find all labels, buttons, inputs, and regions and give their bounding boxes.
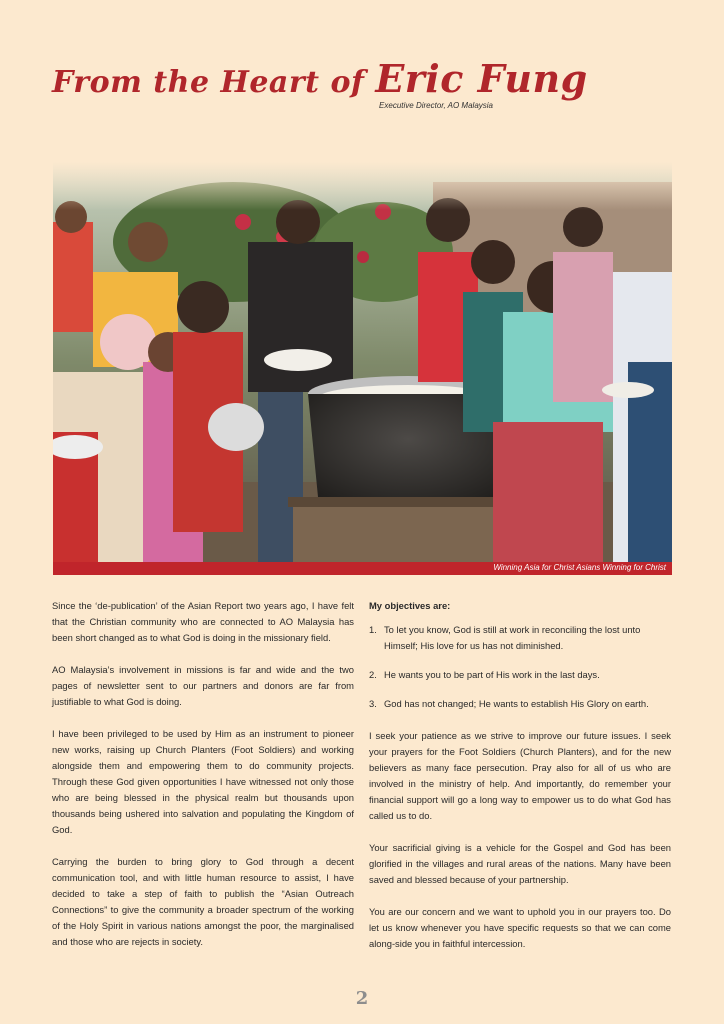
list-text: God has not changed; He wants to establish His Glory on earth. bbox=[384, 698, 649, 709]
list-item bbox=[369, 696, 671, 712]
page-title bbox=[52, 56, 588, 101]
left-column bbox=[52, 598, 354, 966]
list-item bbox=[369, 667, 671, 683]
paragraph: I have been privileged to be used by Him as an instrument to pioneer new works, raising up Church Planters (Foot Soldiers) and working alongside them and empowering them to do community projects. Through these God given opportunities I have witnessed not only those who are being blessed in the physical realm but thousands upon thousands being ushered into salvation and populating the Kingdom of God. bbox=[52, 728, 354, 835]
title-lead: From the Heart of bbox=[52, 65, 376, 100]
paragraph: Your sacrificial giving is a vehicle for the Gospel and God has been glorified in the villages and rural areas of the nations. Many have been saved and blessed because of your partnership. bbox=[369, 842, 671, 885]
paragraph: You are our concern and we want to uphold you in our prayers too. Do let us know whenever you have specific requests so that we can come along-side you in faithful intercession. bbox=[369, 906, 671, 949]
list-number: 3. bbox=[369, 698, 377, 709]
feature-photo-illustration bbox=[53, 162, 672, 562]
list-text: He wants you to be part of His work in the last days. bbox=[384, 669, 600, 680]
objectives-heading: My objectives are: bbox=[369, 600, 451, 611]
page-number: 2 bbox=[355, 988, 369, 1009]
photo-caption-bar bbox=[53, 562, 672, 575]
title-name: Eric Fung bbox=[375, 56, 588, 101]
list-item bbox=[369, 622, 671, 654]
paragraph: Carrying the burden to bring glory to God through a decent communication tool, and with little human resource to assist, I have decided to take a step of faith to publish the “Asian Outreach Connections” to give the community a broader spectrum of the working of the Holy Spirit in various nations amongst the poor, the marginalised and those who are rejects in society. bbox=[52, 856, 354, 947]
page-subtitle: Executive Director, AO Malaysia bbox=[379, 101, 493, 110]
list-text: To let you know, God is still at work in reconciling the lost unto Himself; His love for us has not diminished. bbox=[384, 624, 641, 651]
list-number: 1. bbox=[369, 624, 377, 635]
photo-caption: Winning Asia for Christ Asians Winning for Christ bbox=[493, 563, 666, 572]
objectives-list bbox=[369, 622, 671, 712]
paragraph: I seek your patience as we strive to improve our future issues. I seek your prayers for the Foot Soldiers (Church Planters), and for the new believers as many face persecution. Pray also for all of us who are involved in the ministry of help. And importantly, do remember your financial support will go a long way to empower us to do what God has called us to do. bbox=[369, 730, 671, 821]
feature-photo bbox=[53, 162, 672, 562]
right-column bbox=[369, 598, 671, 968]
paragraph: AO Malaysia’s involvement in missions is far and wide and the two pages of newsletter sent to our partners and donors are far from justifiable to what God is doing. bbox=[52, 664, 354, 707]
list-number: 2. bbox=[369, 669, 377, 680]
paragraph: Since the ‘de-publication’ of the Asian Report two years ago, I have felt that the Christian community who are connected to AO Malaysia has been short changed as to what God is doing in the missionary field. bbox=[52, 600, 354, 643]
